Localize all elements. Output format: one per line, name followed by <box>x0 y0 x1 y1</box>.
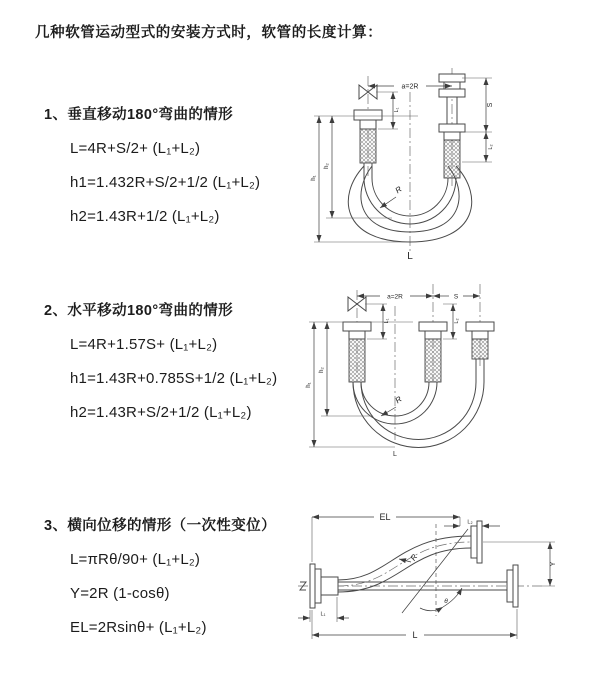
l1-label: L₁ <box>384 318 390 324</box>
right-pipe <box>466 322 494 382</box>
length-label: L <box>407 251 413 262</box>
h2-label: h₂ <box>324 163 330 169</box>
dimension-s <box>433 294 480 301</box>
section-horizontal-movement <box>44 299 314 438</box>
braid-section <box>472 339 488 359</box>
section-1-heading: 1、垂直移动180°弯曲的情形 <box>44 107 234 123</box>
formula-h1: h1=1.432R+S/2+1/2 (L₁+L₂) <box>70 174 261 191</box>
diagram-horizontal-180-bend <box>303 282 595 464</box>
h1-label: h₁ <box>311 175 317 181</box>
theta-label: θ <box>444 598 448 605</box>
radius-callout <box>380 184 404 208</box>
formula-el: EL=2Rsinθ+ (L₁+L₂) <box>70 619 207 636</box>
section-lateral-displacement <box>44 514 314 653</box>
formula-y: Y=2R (1-cosθ) <box>70 585 170 602</box>
h1-label: h₁ <box>306 382 312 388</box>
l2-label: L₂ <box>488 144 494 150</box>
el-label: EL <box>379 512 391 522</box>
l2-label: L₂ <box>454 318 460 324</box>
radius-label: R <box>393 184 404 196</box>
length-label: L <box>393 451 397 458</box>
upper-flange <box>471 526 477 558</box>
l1-label: L₁ <box>394 107 400 113</box>
dimension-span <box>357 294 433 301</box>
s-label: S <box>453 293 459 301</box>
section-1-formulas <box>44 140 314 225</box>
y-label: Y <box>550 561 557 567</box>
diagram-lateral-displacement <box>296 502 596 654</box>
span-label: a=2R <box>387 293 403 301</box>
s-label: S <box>487 102 494 108</box>
section-2-formulas <box>44 336 314 421</box>
dimension-l2 <box>444 520 500 527</box>
formula-length: L=4R+S/2+ (L₁+L₂) <box>70 140 201 157</box>
h2-label: h₂ <box>319 367 325 373</box>
formula-h2: h2=1.43R+1/2 (L₁+L₂) <box>70 208 220 225</box>
construction-diagonal <box>402 529 468 613</box>
middle-pipe <box>419 322 447 382</box>
section-2-heading: 2、水平移动180°弯曲的情形 <box>44 303 234 319</box>
formula-length: L=4R+1.57S+ (L₁+L₂) <box>70 336 218 353</box>
dimension-l1 <box>298 597 349 622</box>
section-vertical-movement <box>44 103 314 242</box>
l2-label: L₂ <box>467 519 473 526</box>
diagram-vertical-180-bend <box>306 66 586 264</box>
span-label: a=2R <box>401 83 419 91</box>
angle-theta <box>420 588 462 611</box>
dimension-el <box>312 512 460 562</box>
dimension-s <box>462 78 494 162</box>
page-title: 几种软管运动型式的安装方式时，软管的长度计算： <box>35 25 383 41</box>
braid-section <box>360 129 376 163</box>
hose-loop <box>353 382 484 448</box>
radius-label: R <box>393 394 404 406</box>
section-3-heading: 3、横向位移的情形（一次性变位） <box>44 518 276 534</box>
formula-length: L=πRθ/90+ (L₁+L₂) <box>70 551 201 568</box>
l1-label: L₁ <box>320 611 326 618</box>
braid-section <box>425 339 441 382</box>
radius-label: R <box>408 552 420 563</box>
right-pipe <box>439 74 465 178</box>
formula-h2: h2=1.43R+S/2+1/2 (L₁+L₂) <box>70 404 252 421</box>
formula-h1: h1=1.43R+0.785S+1/2 (L₁+L₂) <box>70 370 278 387</box>
centerlines <box>298 524 542 616</box>
dimension-y <box>483 542 557 586</box>
section-3-formulas <box>44 551 314 636</box>
braid-section <box>349 339 365 382</box>
dimension-l <box>312 609 517 640</box>
left-flange <box>310 564 338 608</box>
radius-callout <box>381 394 404 416</box>
length-label: L <box>412 630 418 640</box>
